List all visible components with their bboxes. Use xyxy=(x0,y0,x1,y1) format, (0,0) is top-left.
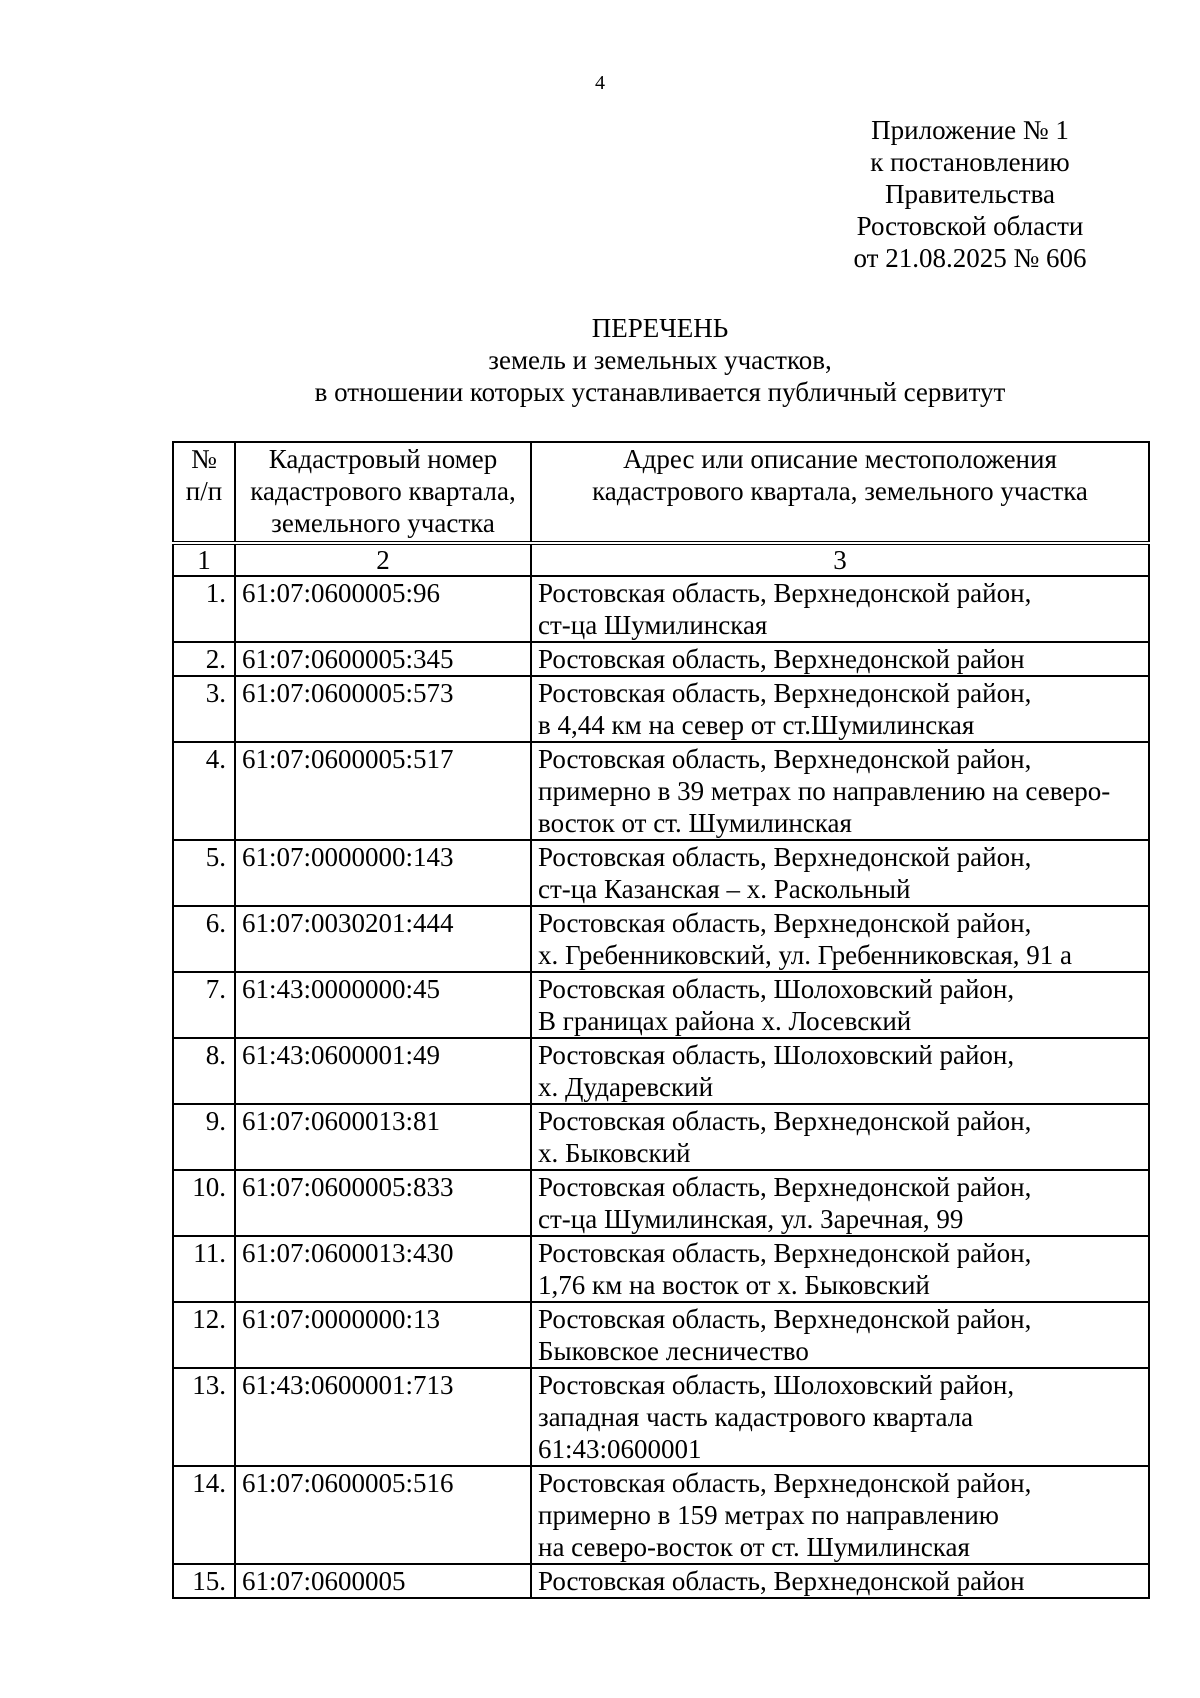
row-number: 1. xyxy=(173,576,235,642)
cadastral-number: 61:07:0600005 xyxy=(235,1564,531,1598)
land-plots-table xyxy=(172,441,1150,1599)
address-line: 61:43:0600001 xyxy=(538,1434,702,1464)
row-number: 6. xyxy=(173,906,235,972)
header-address: Адрес или описание местоположения кадастрового квартала, земельного участка xyxy=(531,442,1149,543)
cadastral-number: 61:07:0600005:833 xyxy=(235,1170,531,1236)
table-row xyxy=(173,1236,1149,1302)
cadastral-number: 61:43:0000000:45 xyxy=(235,972,531,1038)
address-cell xyxy=(531,576,1149,642)
cadastral-number: 61:07:0600005:96 xyxy=(235,576,531,642)
cadastral-number: 61:07:0600005:517 xyxy=(235,742,531,840)
address-line: Ростовская область, Шолоховский район, xyxy=(538,1370,1015,1400)
appendix-block xyxy=(820,114,1120,274)
address-cell xyxy=(531,1104,1149,1170)
column-numbers-row xyxy=(173,543,1149,576)
address-line: Быковское лесничество xyxy=(538,1336,809,1366)
row-number: 13. xyxy=(173,1368,235,1466)
table-row xyxy=(173,840,1149,906)
title-line: в отношении которых устанавливается публичный сервитут xyxy=(314,377,1006,407)
address-line: Ростовская область, Верхнедонской район, xyxy=(538,1238,1032,1268)
address-line: Ростовская область, Верхнедонской район, xyxy=(538,1468,1032,1498)
row-number: 10. xyxy=(173,1170,235,1236)
page-number: 4 xyxy=(595,72,605,94)
table-row xyxy=(173,1564,1149,1598)
appendix-line: к постановлению xyxy=(870,147,1070,177)
appendix-line: Ростовской области xyxy=(856,211,1084,241)
address-cell xyxy=(531,1564,1149,1598)
column-number: 1 xyxy=(173,543,235,576)
address-line: западная часть кадастрового квартала xyxy=(538,1402,974,1432)
header-number: № п/п xyxy=(173,442,235,543)
address-line: х. Гребенниковский, ул. Гребенниковская, 91 а xyxy=(538,940,1073,970)
title-heading: ПЕРЕЧЕНЬ xyxy=(591,313,729,343)
row-number: 2. xyxy=(173,642,235,676)
document-title xyxy=(0,312,1200,408)
row-number: 7. xyxy=(173,972,235,1038)
cadastral-number: 61:07:0600005:516 xyxy=(235,1466,531,1564)
table-row xyxy=(173,642,1149,676)
address-line: Ростовская область, Верхнедонской район xyxy=(538,1566,1025,1596)
table-row xyxy=(173,1466,1149,1564)
address-line: Ростовская область, Верхнедонской район, xyxy=(538,678,1032,708)
address-line: 1,76 км на восток от х. Быковский xyxy=(538,1270,930,1300)
address-line: Ростовская область, Верхнедонской район, xyxy=(538,578,1032,608)
row-number: 8. xyxy=(173,1038,235,1104)
row-number: 12. xyxy=(173,1302,235,1368)
table-row xyxy=(173,1302,1149,1368)
address-line: примерно в 159 метрах по направлению xyxy=(538,1500,999,1530)
address-cell xyxy=(531,742,1149,840)
row-number: 14. xyxy=(173,1466,235,1564)
address-line: Ростовская область, Шолоховский район, xyxy=(538,1040,1015,1070)
address-line: примерно в 39 метрах по направлению на северо- xyxy=(538,776,1111,806)
table-row xyxy=(173,1170,1149,1236)
column-number: 2 xyxy=(235,543,531,576)
address-line: х. Дударевский xyxy=(538,1072,714,1102)
cadastral-number: 61:07:0600013:430 xyxy=(235,1236,531,1302)
address-line: В границах района х. Лосевский xyxy=(538,1006,912,1036)
address-cell xyxy=(531,1236,1149,1302)
row-number: 15. xyxy=(173,1564,235,1598)
table-row xyxy=(173,676,1149,742)
table-row xyxy=(173,972,1149,1038)
table-row xyxy=(173,742,1149,840)
row-number: 9. xyxy=(173,1104,235,1170)
address-line: Ростовская область, Верхнедонской район, xyxy=(538,1304,1032,1334)
appendix-line: от 21.08.2025 № 606 xyxy=(853,243,1087,273)
table-header-row xyxy=(173,442,1149,543)
address-line: Ростовская область, Верхнедонской район, xyxy=(538,744,1032,774)
cadastral-number: 61:07:0030201:444 xyxy=(235,906,531,972)
address-line: ст-ца Шумилинская xyxy=(538,610,768,640)
title-line: земель и земельных участков, xyxy=(488,345,832,375)
address-cell xyxy=(531,972,1149,1038)
appendix-line: Приложение № 1 xyxy=(871,115,1069,145)
row-number: 3. xyxy=(173,676,235,742)
address-cell xyxy=(531,906,1149,972)
address-line: в 4,44 км на север от ст.Шумилинская xyxy=(538,710,975,740)
address-cell xyxy=(531,642,1149,676)
table-row xyxy=(173,576,1149,642)
address-line: Ростовская область, Верхнедонской район, xyxy=(538,1172,1032,1202)
cadastral-number: 61:43:0600001:713 xyxy=(235,1368,531,1466)
cadastral-number: 61:07:0600005:573 xyxy=(235,676,531,742)
table-row xyxy=(173,1038,1149,1104)
address-cell xyxy=(531,1170,1149,1236)
address-cell xyxy=(531,676,1149,742)
address-cell xyxy=(531,1038,1149,1104)
address-cell xyxy=(531,1368,1149,1466)
address-line: х. Быковский xyxy=(538,1138,691,1168)
cadastral-number: 61:43:0600001:49 xyxy=(235,1038,531,1104)
address-line: Ростовская область, Верхнедонской район, xyxy=(538,842,1032,872)
row-number: 4. xyxy=(173,742,235,840)
address-line: на северо-восток от ст. Шумилинская xyxy=(538,1532,970,1562)
table-row xyxy=(173,1104,1149,1170)
cadastral-number: 61:07:0600005:345 xyxy=(235,642,531,676)
address-line: ст-ца Казанская – х. Раскольный xyxy=(538,874,911,904)
header-cadastral: Кадастровый номер кадастрового квартала, земельного участка xyxy=(235,442,531,543)
address-line: Ростовская область, Верхнедонской район xyxy=(538,644,1025,674)
address-line: ст-ца Шумилинская, ул. Заречная, 99 xyxy=(538,1204,964,1234)
address-cell xyxy=(531,1466,1149,1564)
address-cell xyxy=(531,840,1149,906)
cadastral-number: 61:07:0000000:13 xyxy=(235,1302,531,1368)
appendix-line: Правительства xyxy=(885,179,1055,209)
cadastral-number: 61:07:0000000:143 xyxy=(235,840,531,906)
row-number: 11. xyxy=(173,1236,235,1302)
address-cell xyxy=(531,1302,1149,1368)
column-number: 3 xyxy=(531,543,1149,576)
address-line: восток от ст. Шумилинская xyxy=(538,808,852,838)
row-number: 5. xyxy=(173,840,235,906)
table-row xyxy=(173,906,1149,972)
address-line: Ростовская область, Верхнедонской район, xyxy=(538,908,1032,938)
address-line: Ростовская область, Верхнедонской район, xyxy=(538,1106,1032,1136)
address-line: Ростовская область, Шолоховский район, xyxy=(538,974,1015,1004)
table-row xyxy=(173,1368,1149,1466)
cadastral-number: 61:07:0600013:81 xyxy=(235,1104,531,1170)
